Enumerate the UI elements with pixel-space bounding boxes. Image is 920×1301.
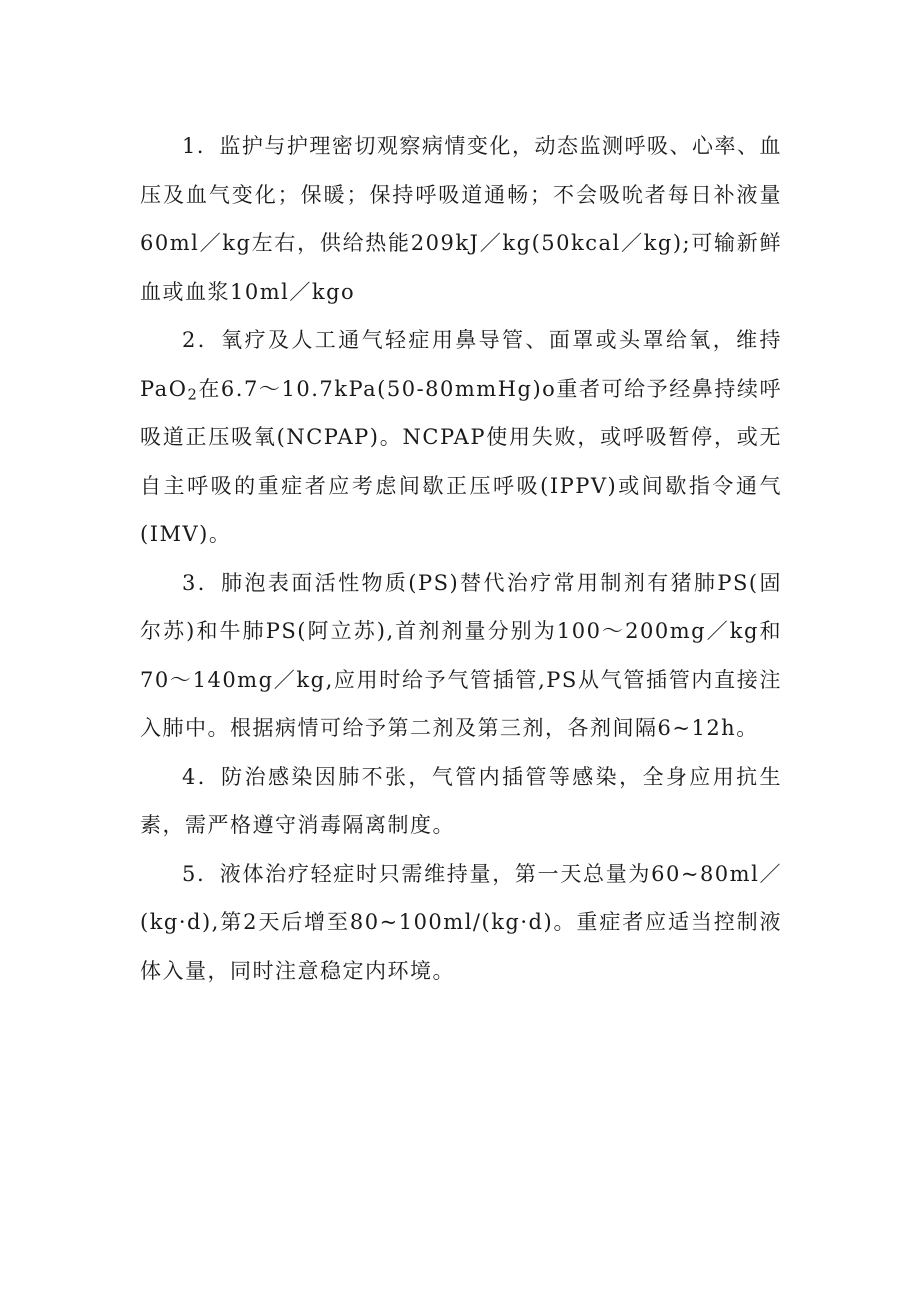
- paragraph-surfactant-therapy: 3．肺泡表面活性物质(PS)替代治疗常用制剂有猪肺PS(固尔苏)和牛肺PS(阿立苏),首剂剂量分别为100～200mg／kg和70～140mg／kg,应用时给予气管插管,PS从气管插管内直接注入肺中。根据病情可给予第二剂及第三剂，各剂间隔6~12h。: [140, 570, 782, 740]
- paragraph-monitoring-care: 1．监护与护理密切观察病情变化，动态监测呼吸、心率、血压及血气变化；保暖；保持呼吸道通畅；不会吸吮者每日补液量60ml／kg左右，供给热能209kJ／kg(50kcal／kg);可输新鲜血或血浆10ml／kgo: [140, 134, 782, 304]
- oxygen-text-start: 2．氧疗及人工通气轻症用鼻导管、面罩或头罩给氧，维持PaO: [140, 328, 782, 401]
- paragraph-fluid-therapy: 5．液体治疗轻症时只需维持量，第一天总量为60~80ml／(kg·d),第2天后增至80~100ml/(kg·d)。重症者应适当控制液体入量，同时注意稳定内环境。: [140, 861, 782, 983]
- paragraph-oxygen-therapy: [140, 316, 782, 559]
- document-body: [140, 122, 782, 995]
- oxygen-text-end: 在6.7～10.7kPa(50-80mmHg)o重者可给予经鼻持续呼吸道正压吸氧(NCPAP)。NCPAP使用失败，或呼吸暂停，或无自主呼吸的重症者应考虑间歇正压呼吸(IPPV)或间歇指令通气(IMV)。: [140, 376, 782, 546]
- paragraph-infection-prevention: 4．防治感染因肺不张，气管内插管等感染，全身应用抗生素，需严格遵守消毒隔离制度。: [140, 764, 782, 837]
- pao2-subscript: 2: [187, 386, 199, 404]
